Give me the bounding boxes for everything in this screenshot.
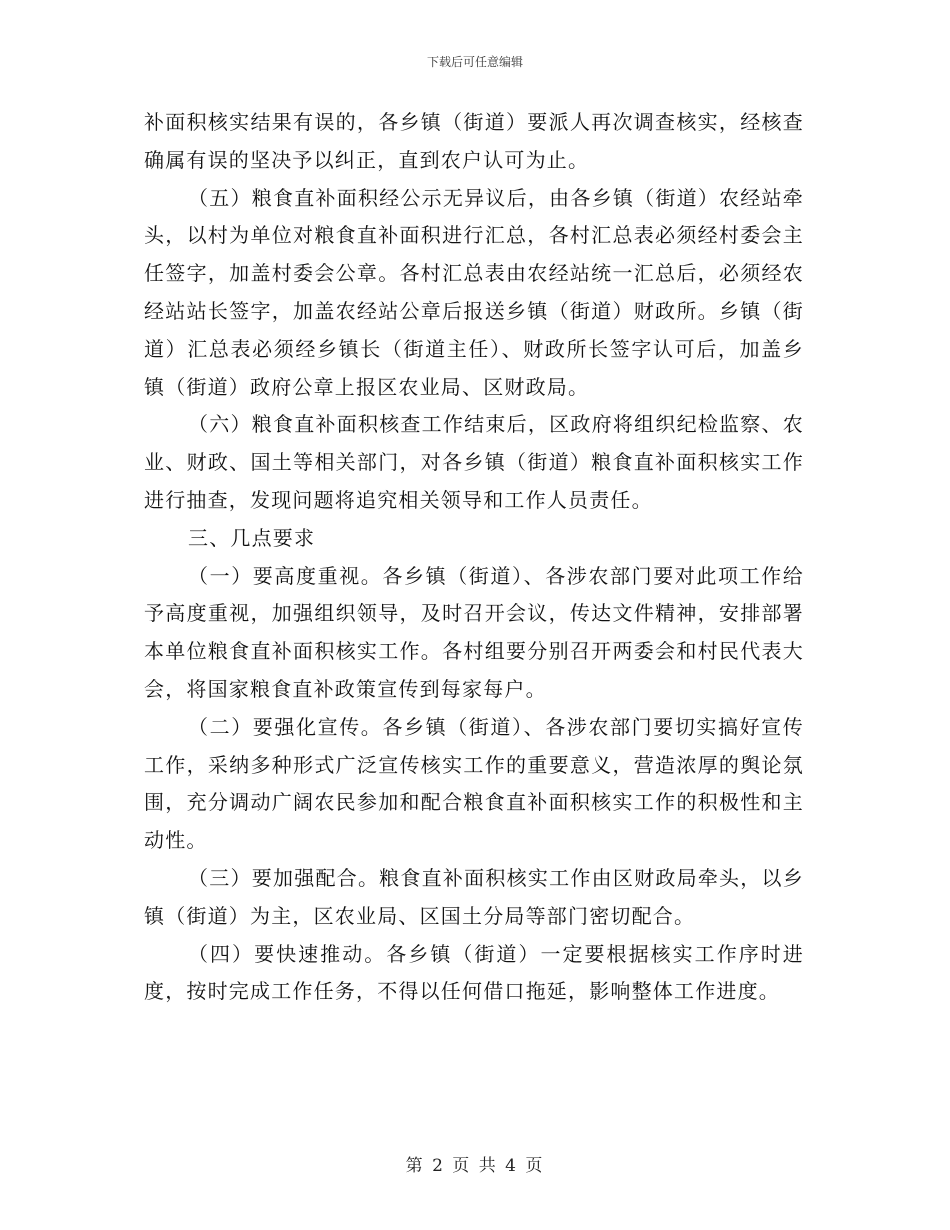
document-body xyxy=(144,104,804,1011)
paragraph: （二）要强化宣传。各乡镇（街道）、各涉农部门要切实搞好宣传工作，采纳多种形式广泛宣传核实工作的重要意义，营造浓厚的舆论氛围，充分调动广阔农民参加和配合粮食直补面积核实工作的积极性和主动性。 xyxy=(144,714,804,853)
page-number-footer: 第 2 页 共 4 页 xyxy=(405,1156,545,1176)
paragraph: （三）要加强配合。粮食直补面积核实工作由区财政局牵头，以乡镇（街道）为主，区农业局、区国土分局等部门密切配合。 xyxy=(144,865,804,928)
paragraph: （一）要高度重视。各乡镇（街道）、各涉农部门要对此项工作给予高度重视，加强组织领导，及时召开会议，传达文件精神，安排部署本单位粮食直补面积核实工作。各村组要分别召开两委会和村民代表大会，将国家粮食直补政策宣传到每家每户。 xyxy=(144,563,804,701)
paragraph: （五）粮食直补面积经公示无异议后，由各乡镇（街道）农经站牵头，以村为单位对粮食直补面积进行汇总，各村汇总表必须经村委会主任签字，加盖村委会公章。各村汇总表由农经站统一汇总后，必须经农经站站长签字，加盖农经站公章后报送乡镇（街道）财政所。乡镇（街道）汇总表必须经乡镇长（街道主任）、财政所长签字认可后，加盖乡镇（街道）政府公章上报区农业局、区财政局。 xyxy=(144,185,804,399)
page-header: 下载后可任意编辑 xyxy=(426,55,523,69)
section-heading: 三、几点要求 xyxy=(188,525,316,550)
paragraph: 补面积核实结果有误的，各乡镇（街道）要派人再次调查核实，经核查确属有误的坚决予以纠正，直到农户认可为止。 xyxy=(144,110,804,172)
paragraph: （六）粮食直补面积核查工作结束后，区政府将组织纪检监察、农业、财政、国土等相关部门，对各乡镇（街道）粮食直补面积核实工作进行抽查，发现问题将追究相关领导和工作人员责任。 xyxy=(144,412,804,512)
paragraph: （四）要快速推动。各乡镇（街道）一定要根据核实工作序时进度，按时完成工作任务，不得以任何借口拖延，影响整体工作进度。 xyxy=(144,941,804,1004)
